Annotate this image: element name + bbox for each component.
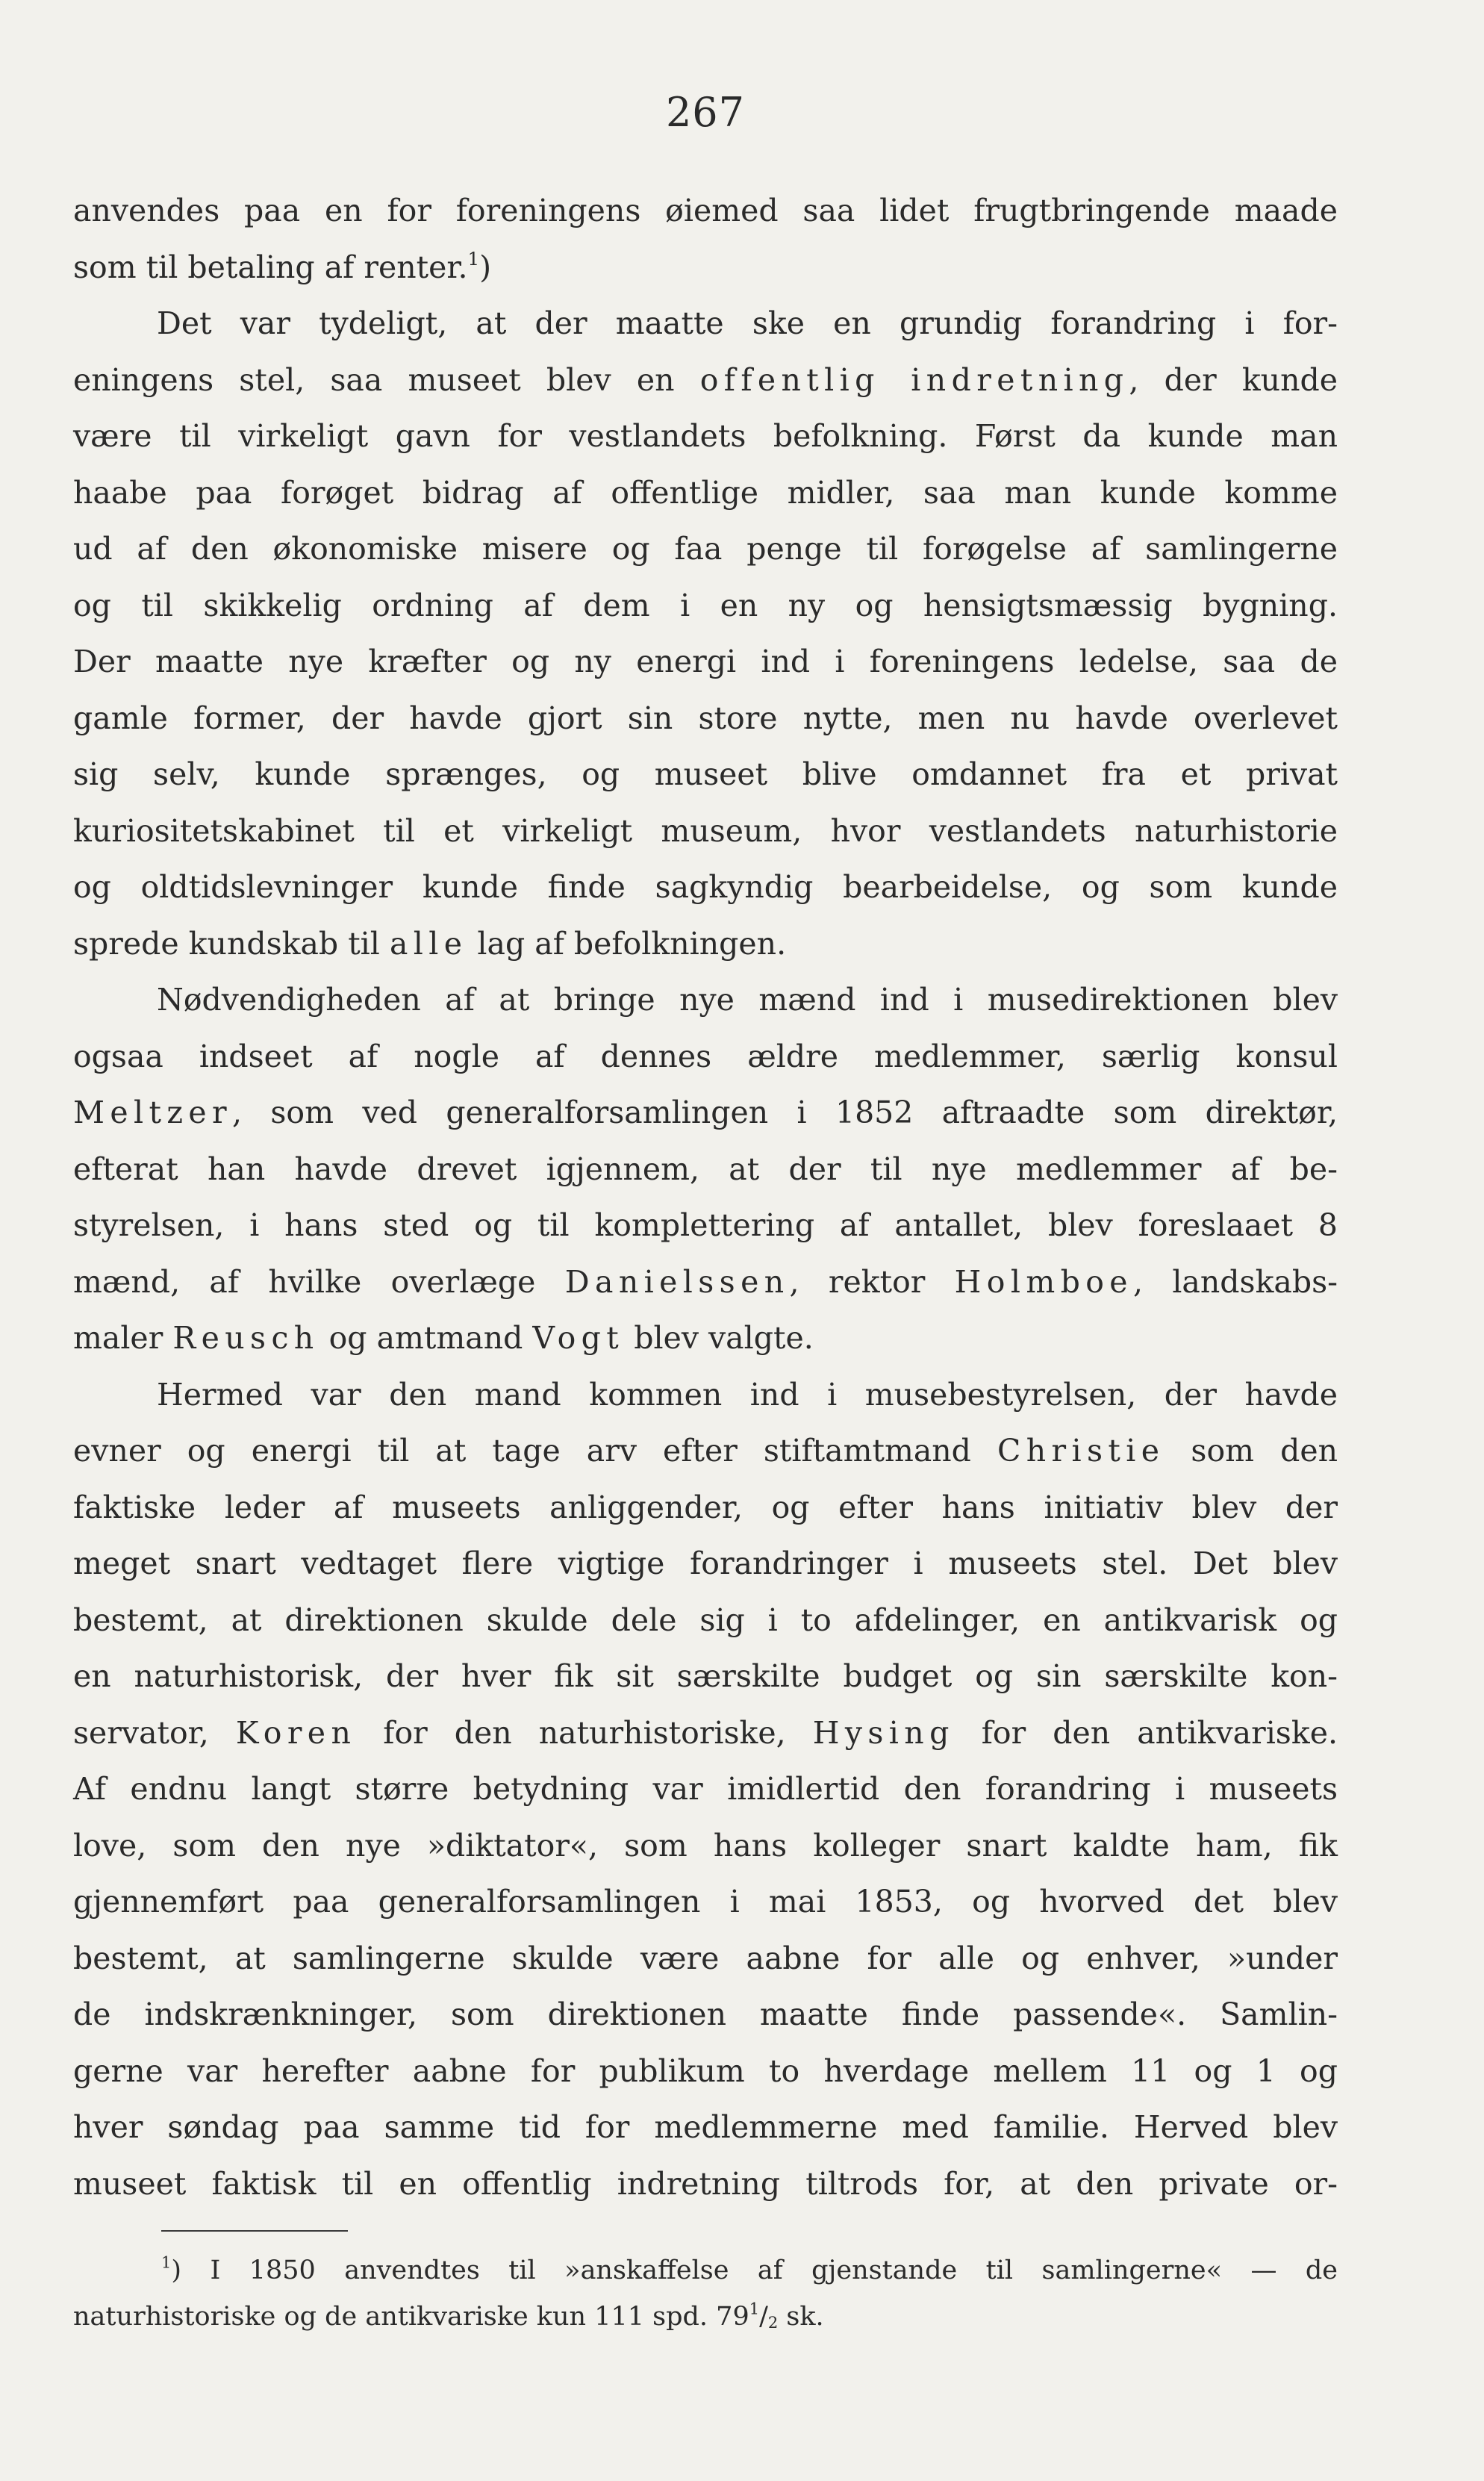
text-run: for den antikvariske. xyxy=(954,1714,1338,1751)
text-line-26 xyxy=(73,1593,1338,1649)
text-line-1 xyxy=(73,183,1338,240)
text-line-33 xyxy=(73,1987,1338,2043)
text-line-6 xyxy=(73,465,1338,522)
text-run: gerne var herefter aabne for publikum to hverdage mellem 11 og 1 og xyxy=(73,2052,1338,2089)
text-line-28 xyxy=(73,1705,1338,1762)
text-line-12 xyxy=(73,803,1338,860)
text-run: mænd, af hvilke overlæge xyxy=(73,1263,565,1300)
text-run: en naturhistorisk, der hver fik sit særskilte budget og sin særskilte kon- xyxy=(73,1658,1338,1694)
text-run: gjennemført paa generalforsamlingen i mai 1853, og hvorved det blev xyxy=(73,1884,1338,1920)
footnote-line-2 xyxy=(73,2294,1338,2340)
text-run: bestemt, at direktionen skulde dele sig i to afdelinger, en antikvarisk og xyxy=(73,1601,1338,1638)
text-run: gamle former, der havde gjort sin store nytte, men nu havde overlevet xyxy=(73,700,1338,736)
text-line-9 xyxy=(73,634,1338,691)
text-run: Hermed var den mand kommen ind i musebestyrelsen, der havde xyxy=(157,1376,1338,1413)
spaced-emphasis: Meltzer xyxy=(73,1095,232,1130)
spaced-emphasis: offentlig indretning xyxy=(699,361,1129,398)
text-run: efterat han havde drevet igjennem, at der til nye medlemmer af be- xyxy=(73,1151,1338,1187)
text-run: , rektor xyxy=(789,1263,955,1300)
footnote-marker: 1 xyxy=(749,2300,760,2318)
text-run: for den naturhistoriske, xyxy=(356,1714,813,1751)
text-line-35 xyxy=(73,2099,1338,2156)
text-run: servator, xyxy=(73,1714,236,1751)
text-run: ) I 1850 anvendtes til »anskaffelse af gjenstande til samlingerne« — de xyxy=(171,2256,1338,2285)
text-run: , der kunde xyxy=(1129,361,1338,398)
footnote-marker: 1 xyxy=(161,2253,172,2272)
text-run: som til betaling af renter. xyxy=(73,249,468,285)
text-run: love, som den nye »diktator«, som hans kolleger snart kaldte ham, fik xyxy=(73,1827,1338,1864)
body-text xyxy=(73,183,1338,2212)
text-line-32 xyxy=(73,1931,1338,1987)
text-run: ud af den økonomiske misere og faa penge til forøgelse af samlingerne xyxy=(73,531,1338,567)
text-run: bestemt, at samlingerne skulde være aabne for alle og enhver, »under xyxy=(73,1940,1338,1976)
spaced-emphasis: Holmboe xyxy=(954,1263,1133,1300)
text-run: og til skikkelig ordning af dem i en ny og hensigtsmæssig bygning. xyxy=(73,587,1338,623)
text-line-23 xyxy=(73,1423,1338,1480)
text-run: Nødvendigheden af at bringe nye mænd ind i musedirektionen blev xyxy=(157,982,1338,1018)
text-line-20 xyxy=(73,1254,1338,1311)
footnote-rule xyxy=(161,2230,348,2232)
text-line-27 xyxy=(73,1649,1338,1705)
text-run: , som ved generalforsamlingen i 1852 aftraadte som direktør, xyxy=(231,1095,1338,1130)
text-line-30 xyxy=(73,1818,1338,1875)
text-run: , landskabs- xyxy=(1132,1263,1338,1300)
spaced-emphasis: Vogt xyxy=(532,1320,625,1356)
text-line-36 xyxy=(73,2156,1338,2213)
footnote-line-1 xyxy=(73,2247,1338,2294)
text-run: hver søndag paa samme tid for medlemmerne med familie. Herved blev xyxy=(73,2109,1338,2145)
text-line-17 xyxy=(73,1085,1338,1142)
text-run: de indskrænkninger, som direktionen maatte finde passende«. Samlin- xyxy=(73,1996,1338,2032)
text-line-19 xyxy=(73,1198,1338,1254)
text-run: museet faktisk til en offentlig indretning tiltrods for, at den private or- xyxy=(73,2165,1338,2202)
text-run: som den xyxy=(1165,1433,1338,1469)
text-run: 2 xyxy=(767,2314,779,2332)
spaced-emphasis: Reusch xyxy=(172,1320,319,1356)
text-run: meget snart vedtaget flere vigtige forandringer i museets stel. Det blev xyxy=(73,1545,1338,1581)
text-run: sig selv, kunde sprænges, og museet blive omdannet fra et privat xyxy=(73,756,1338,792)
text-line-14 xyxy=(73,916,1338,973)
text-line-24 xyxy=(73,1480,1338,1537)
spaced-emphasis: alle xyxy=(389,925,468,962)
text-run: ogsaa indseet af nogle af dennes ældre medlemmer, særlig konsul xyxy=(73,1038,1338,1074)
text-run: sprede kundskab til xyxy=(73,925,390,962)
footnote-marker: 1 xyxy=(467,247,480,270)
text-run: blev valgte. xyxy=(624,1320,814,1356)
spaced-emphasis: Christie xyxy=(997,1433,1165,1469)
spaced-emphasis: Hysing xyxy=(812,1714,955,1751)
text-line-21 xyxy=(73,1310,1338,1367)
text-line-8 xyxy=(73,578,1338,635)
text-line-18 xyxy=(73,1142,1338,1198)
text-line-13 xyxy=(73,859,1338,916)
text-run: lag af befolkningen. xyxy=(467,925,787,962)
spaced-emphasis: Koren xyxy=(235,1714,357,1751)
text-line-34 xyxy=(73,2043,1338,2100)
text-line-7 xyxy=(73,521,1338,578)
text-line-4 xyxy=(73,352,1338,409)
text-line-16 xyxy=(73,1029,1338,1086)
spaced-emphasis: Danielssen xyxy=(564,1263,790,1300)
text-run: ) xyxy=(479,249,492,285)
text-line-5 xyxy=(73,408,1338,465)
text-line-22 xyxy=(73,1367,1338,1424)
text-run: være til virkeligt gavn for vestlandets befolkning. Først da kunde man xyxy=(73,418,1338,454)
text-line-3 xyxy=(73,296,1338,352)
text-run: maler xyxy=(73,1320,173,1356)
page-number: 267 xyxy=(665,89,746,136)
text-line-11 xyxy=(73,747,1338,803)
text-run: og oldtidslevninger kunde finde sagkyndig bearbeidelse, og som kunde xyxy=(73,869,1338,905)
text-run: anvendes paa en for foreningens øiemed saa lidet frugtbringende maade xyxy=(73,193,1338,228)
footnotes xyxy=(73,2247,1338,2340)
text-run: styrelsen, i hans sted og til komplettering af antallet, blev foreslaaet 8 xyxy=(73,1207,1338,1243)
text-run: evner og energi til at tage arv efter stiftamtmand xyxy=(73,1433,997,1469)
text-run: og amtmand xyxy=(319,1320,533,1356)
text-run: Det var tydeligt, at der maatte ske en grundig forandring i for- xyxy=(157,305,1338,341)
text-run: sk. xyxy=(778,2302,824,2332)
text-line-15 xyxy=(73,972,1338,1029)
text-line-25 xyxy=(73,1536,1338,1593)
text-run: Af endnu langt større betydning var imidlertid den forandring i museets xyxy=(73,1771,1338,1807)
text-run: / xyxy=(759,2302,768,2332)
text-run: Der maatte nye kræfter og ny energi ind i foreningens ledelse, saa de xyxy=(73,644,1338,679)
text-run: haabe paa forøget bidrag af offentlige midler, saa man kunde komme xyxy=(73,474,1338,511)
text-line-31 xyxy=(73,1874,1338,1931)
text-run: kuriositetskabinet til et virkeligt museum, hvor vestlandets naturhistorie xyxy=(73,812,1338,849)
text-line-29 xyxy=(73,1761,1338,1818)
text-run: naturhistoriske og de antikvariske kun 111 spd. 79 xyxy=(73,2302,749,2332)
text-run: eningens stel, saa museet blev en xyxy=(73,361,700,398)
text-line-10 xyxy=(73,691,1338,747)
text-line-2 xyxy=(73,240,1338,296)
text-run: faktiske leder af museets anliggender, og efter hans initiativ blev der xyxy=(73,1489,1338,1525)
